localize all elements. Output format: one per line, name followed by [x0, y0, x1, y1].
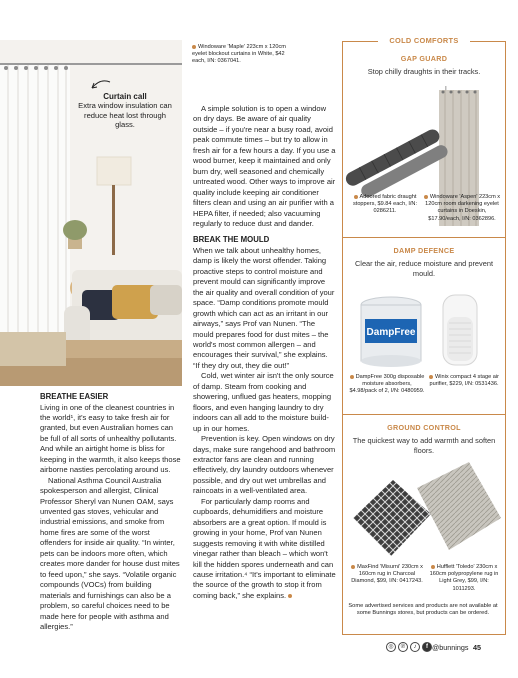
toledo-rug-caption: Hufflett 'Toledo' 230cm x 160cm polypropylene rug in Light Grey, $99, I/N: 1011293.	[429, 564, 499, 592]
sidebar-title: COLD COMFORTS	[378, 36, 470, 47]
curtain-caption	[192, 44, 292, 66]
breathe-paragraph-2: National Asthma Council Australia spokesperson and allergist, Clinical Professor Sheryl van Nunen OAM, says unvented gas stoves, vehicular and industrial emissions, and smoke from home fires are some of the worst offenders for inside air quality. “In winter, pets can be indoors more often, which creates more dander for house dust mites to feed upon,” she says. “Volatile organic compounds (VOCs) from building materials and furnishings can also be a problem, so careful choices need to be made here for people with asthma and allergies.”	[40, 475, 180, 632]
ground-control-products	[345, 458, 503, 562]
bullet-dot	[429, 375, 433, 379]
right-column	[193, 104, 336, 601]
social-handle[interactable]: @bunnings	[432, 643, 469, 652]
left-column	[40, 392, 182, 632]
facebook-icon[interactable]: f	[422, 642, 432, 652]
instagram-icon[interactable]: ◎	[386, 642, 396, 652]
winix-caption: Winix compact 4 stage air purifier, $229, I/N: 0531436.	[429, 374, 500, 388]
callout-title: Curtain call	[103, 92, 147, 101]
dampfree-caption: DampFree 300g disposable moisture absorbers, $4.98/pack of 2, I/N: 0480959.	[349, 374, 425, 395]
section-divider	[343, 237, 505, 238]
ground-control-heading: GROUND CONTROL	[387, 423, 461, 432]
gap-guard-heading: GAP GUARD	[400, 54, 448, 63]
ground-control-subtitle: The quickest way to add warmth and soften floors.	[352, 436, 496, 455]
intro-paragraph: A simple solution is to open a window on dry days. Be aware of air quality outside – if you're near a busy road, avoid peak commute times – but try to allow in fresh air for a few hours a day. If you use a wood burner, keep it maintained and only burn dry, well seasoned and chemically untreated wood. Other ways to improve air quality include keeping air conditioner filters clean and using an air purifier with a HEPA filter, if needed; also vacuuming regularly to reduce dust and dander.	[193, 104, 336, 228]
curtain-call-callout	[74, 92, 176, 130]
tiktok-icon[interactable]: ♪	[410, 642, 420, 652]
mould-paragraph-4: For particularly damp rooms and cupboards, dehumidifiers and moisture absorbers are a great option. If mould is growing in your home, Prof van Nunen suggests removing it with white distilled vinegar rather than bleach – which won't kill the hidden spores underneath and can cause irritation.⁴ “It's important to eliminate the source of the growth to stop it from coming back,” she explains.	[193, 496, 336, 600]
mould-heading: BREAK THE MOULD	[193, 235, 270, 245]
end-mark	[288, 594, 292, 598]
damp-defence-heading: DAMP DEFENCE	[393, 246, 455, 255]
bullet-dot	[431, 565, 435, 569]
breathe-paragraph-1: Living in one of the cleanest countries in the world¹, it's easy to take fresh air for granted, but even Australian homes can be full of all sorts of unhealthy pollutants. And while an airtight home is bliss for keeping in the warmth, it also keeps those airborne nasties percolating around us.	[40, 402, 181, 475]
pinterest-icon[interactable]: ℗	[398, 642, 408, 652]
damp-defence-products	[345, 287, 503, 373]
draught-stopper-caption: Adoored fabric draught stoppers, $9.84 each, I/N: 0286211.	[352, 194, 418, 215]
mould-paragraph-3: Prevention is key. Open windows on dry days, make sure rangehood and bathroom extractor fans are clean and running effectively, dry laundry outdoors whenever possible, and dry out wet umbrellas and raincoats in a well-ventilated area.	[193, 434, 336, 496]
mould-paragraph-1: When we talk about unhealthy homes, damp is likely the worst offender. Taking proactive steps to control moisture and prevent mould can significantly improve the air quality and overall condition of your space. “Damp conditions promote mould growth which can act as an irritant in our airways,” says Prof van Nunen. “The mould prepares food for dust mites – the world's most common allergen – and encourages their survival,” she explains. “If they dry out, they die out!”	[193, 245, 335, 370]
caption-text: Windoware 'Maple' 223cm x 120cm eyelet blockout curtains in White, $42 each, I/N: 0367041.	[192, 44, 286, 65]
bullet-dot	[424, 195, 428, 199]
bullet-dot	[350, 375, 354, 379]
bullet-dot	[351, 565, 355, 569]
svg-text:DampFree: DampFree	[366, 327, 416, 338]
callout-text: Extra window insulation can reduce heat lost through glass.	[78, 101, 172, 130]
availability-note: Some advertised services and products are not available at some Bunnings stores, but products can be ordered.	[348, 603, 498, 617]
gap-guard-subtitle: Stop chilly draughts in their tracks.	[367, 67, 481, 76]
bullet-dot	[354, 195, 358, 199]
breathe-heading: BREATHE EASIER	[40, 392, 109, 401]
aspen-curtain-caption: Windoware 'Aspen' 223cm x 120cm room darkening eyelet curtains in Doeskin, $17.90/each, I/N: 0362896.	[425, 194, 501, 222]
section-divider	[343, 414, 505, 415]
misurni-rug-caption: MaxFind 'Misurni' 230cm x 160cm rug in Charcoal Diamond, $99, I/N: 0417243.	[351, 564, 423, 585]
damp-defence-subtitle: Clear the air, reduce moisture and prevent mould.	[354, 259, 494, 278]
hero-photo	[0, 40, 182, 386]
bullet-dot	[192, 45, 196, 49]
page-number: 45	[473, 643, 481, 652]
cold-comforts-sidebar	[342, 41, 506, 635]
mould-paragraph-2: Cold, wet winter air isn't the only source of damp. Steam from cooking and showering, unflued gas heaters, mopping floors, and even hanging laundry to dry indoors can all add to the moisture build-up in our homes.	[193, 371, 334, 433]
